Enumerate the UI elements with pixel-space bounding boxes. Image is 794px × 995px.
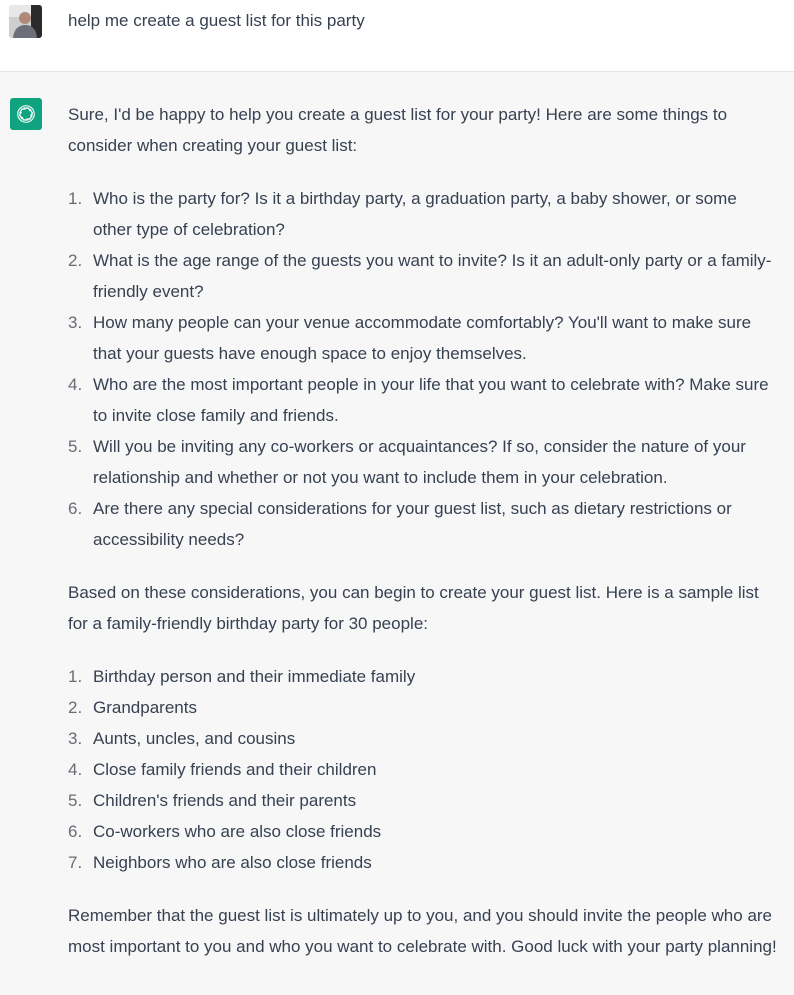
list-item	[68, 307, 780, 369]
user-avatar-icon	[9, 5, 42, 38]
list-item	[68, 493, 780, 555]
list-item	[68, 816, 780, 847]
user-message-text: help me create a guest list for this party	[68, 11, 365, 30]
assistant-message-row	[0, 72, 794, 995]
list-item	[68, 183, 780, 245]
list-item	[68, 723, 780, 754]
list-item-text: Who is the party for? Is it a birthday party, a graduation party, a baby shower, or some other type of celebration?	[93, 189, 737, 239]
assistant-based-on-paragraph: Based on these considerations, you can begin to create your guest list. Here is a sample list for a family-friendly birthday party for 30 people:	[68, 583, 759, 633]
list-item	[68, 847, 780, 878]
list-item-text: Children's friends and their parents	[93, 791, 357, 810]
list-item-text: Grandparents	[93, 698, 197, 717]
considerations-list	[68, 183, 780, 555]
assistant-closing-paragraph: Remember that the guest list is ultimately up to you, and you should invite the people who are most important to you and who you want to celebrate with. Good luck with your party planning!	[68, 906, 777, 956]
list-item	[68, 754, 780, 785]
assistant-intro-paragraph: Sure, I'd be happy to help you create a guest list for your party! Here are some things to consider when creating your guest list:	[68, 105, 728, 155]
user-avatar	[9, 5, 42, 38]
list-item-text: How many people can your venue accommodate comfortably? You'll want to make sure that your guests have enough space to enjoy themselves.	[93, 313, 752, 363]
list-item-number: 5.	[68, 437, 83, 456]
list-item-number: 5.	[68, 791, 83, 810]
list-item-number: 3.	[68, 313, 83, 332]
guest-list	[68, 661, 780, 878]
user-message-row	[0, 0, 794, 72]
list-item-number: 7.	[68, 853, 83, 872]
list-item	[68, 245, 780, 307]
list-item	[68, 661, 780, 692]
list-item-text: Who are the most important people in your life that you want to celebrate with? Make sure to invite close family and friends.	[93, 375, 769, 425]
list-item-text: Close family friends and their children	[93, 760, 377, 779]
list-item-text: Will you be inviting any co-workers or acquaintances? If so, consider the nature of your relationship and whether or not you want to include them in your celebration.	[93, 437, 746, 487]
list-item-number: 6.	[68, 822, 83, 841]
list-item-number: 4.	[68, 760, 83, 779]
list-item-text: Aunts, uncles, and cousins	[93, 729, 296, 748]
list-item-number: 1.	[68, 667, 83, 686]
list-item	[68, 785, 780, 816]
list-item-text: Neighbors who are also close friends	[93, 853, 372, 872]
list-item-number: 2.	[68, 251, 83, 270]
list-item-text: Co-workers who are also close friends	[93, 822, 382, 841]
list-item-text: Are there any special considerations for your guest list, such as dietary restrictions or accessibility needs?	[93, 499, 732, 549]
list-item-text: Birthday person and their immediate family	[93, 667, 416, 686]
assistant-message-body	[68, 99, 780, 962]
list-item-number: 6.	[68, 499, 83, 518]
assistant-avatar	[10, 98, 42, 130]
list-item	[68, 431, 780, 493]
list-item-number: 2.	[68, 698, 83, 717]
list-item	[68, 369, 780, 431]
list-item-number: 3.	[68, 729, 83, 748]
list-item	[68, 692, 780, 723]
list-item-number: 1.	[68, 189, 83, 208]
list-item-text: What is the age range of the guests you want to invite? Is it an adult-only party or a family-friendly event?	[93, 251, 772, 301]
list-item-number: 4.	[68, 375, 83, 394]
openai-logo-icon	[15, 103, 37, 125]
